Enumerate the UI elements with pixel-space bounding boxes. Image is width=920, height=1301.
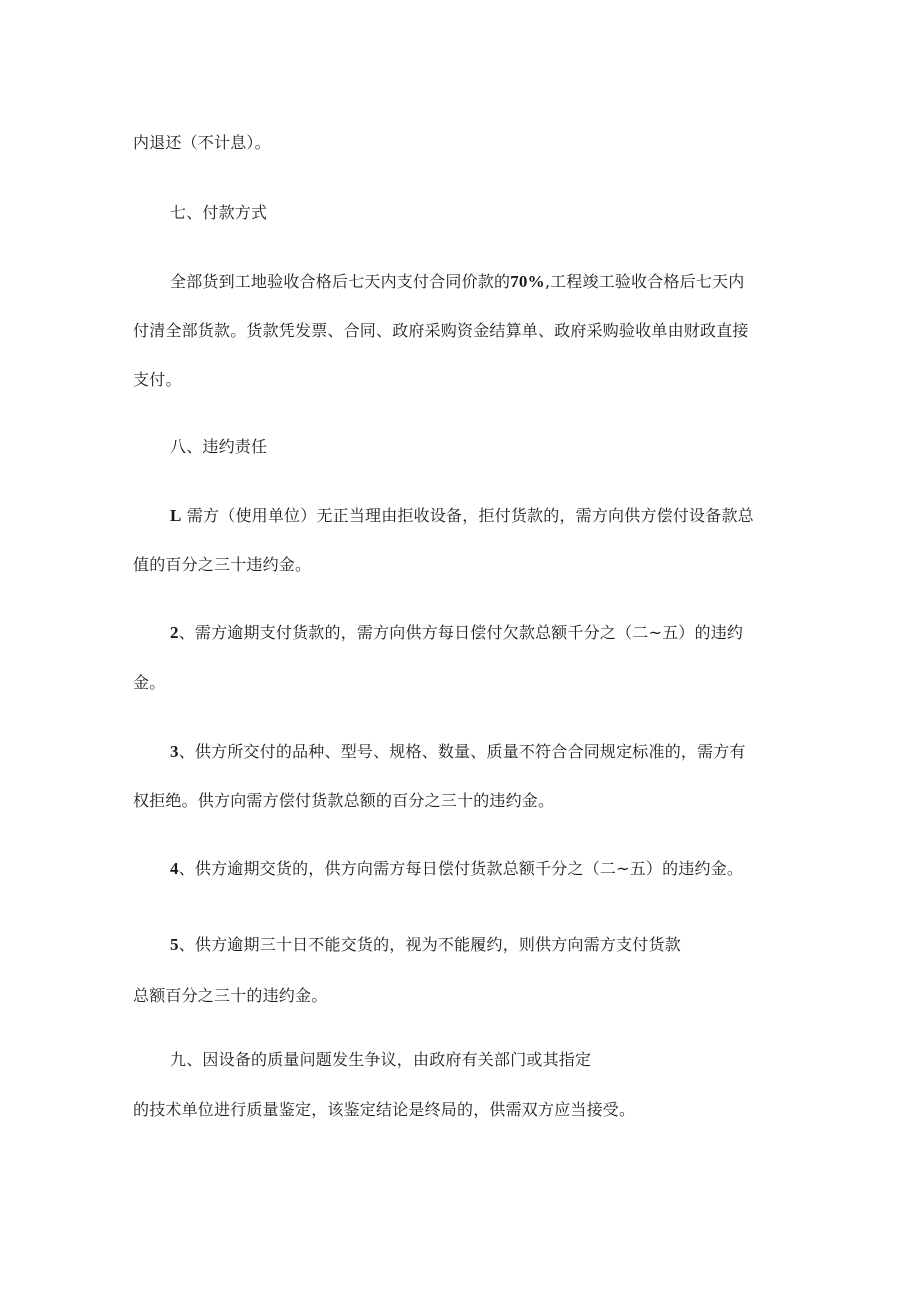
clause-2-line-2: 金。 bbox=[133, 673, 166, 692]
clause-number: 3 bbox=[170, 742, 179, 761]
clause-3-line-2: 权拒绝。供方向需方偿付货款总额的百分之三十的违约金。 bbox=[133, 791, 555, 810]
clause-number: L bbox=[170, 506, 182, 525]
clause-5-line-1: 5、供方逾期三十日不能交货的，视为不能履约，则供方向需方支付货款 bbox=[170, 935, 681, 954]
payment-paragraph-line-1: 全部货到工地验收合格后七天内支付合同价款的70%,工程竣工验收合格后七天内 bbox=[170, 272, 745, 291]
section-nine-line-1: 九、因设备的质量问题发生争议，由政府有关部门或其指定 bbox=[170, 1050, 592, 1069]
clause-2-line-1: 2、需方逾期支付货款的，需方向供方每日偿付欠款总额千分之（二~五）的违约 bbox=[170, 623, 744, 642]
clause-number: 5 bbox=[170, 935, 179, 954]
percent-value: 70% bbox=[510, 272, 545, 291]
section-nine-line-2: 的技术单位进行质量鉴定，该鉴定结论是终局的，供需双方应当接受。 bbox=[133, 1100, 636, 1119]
clause-3-line-1: 3、供方所交付的品种、型号、规格、数量、质量不符合合同规定标准的，需方有 bbox=[170, 742, 746, 761]
clause-1-line-2: 值的百分之三十违约金。 bbox=[133, 555, 312, 574]
clause-1-line-1: L 需方（使用单位）无正当理由拒收设备，拒付货款的，需方向供方偿付设备款总 bbox=[170, 506, 754, 525]
payment-paragraph-line-3: 支付。 bbox=[133, 370, 182, 389]
section-heading-payment: 七、付款方式 bbox=[170, 203, 268, 222]
clause-5-line-2: 总额百分之三十的违约金。 bbox=[133, 986, 328, 1005]
clause-4-line-1: 4、供方逾期交货的，供方向需方每日偿付货款总额千分之（二~五）的违约金。 bbox=[170, 859, 744, 878]
clause-number: 2 bbox=[170, 623, 179, 642]
payment-paragraph-line-2: 付清全部货款。货款凭发票、合同、政府采购资金结算单、政府采购验收单由财政直接 bbox=[133, 321, 749, 340]
text-line-continuation: 内退还（不计息）。 bbox=[133, 133, 271, 152]
section-heading-liability: 八、违约责任 bbox=[170, 437, 268, 456]
clause-number: 4 bbox=[170, 859, 179, 878]
